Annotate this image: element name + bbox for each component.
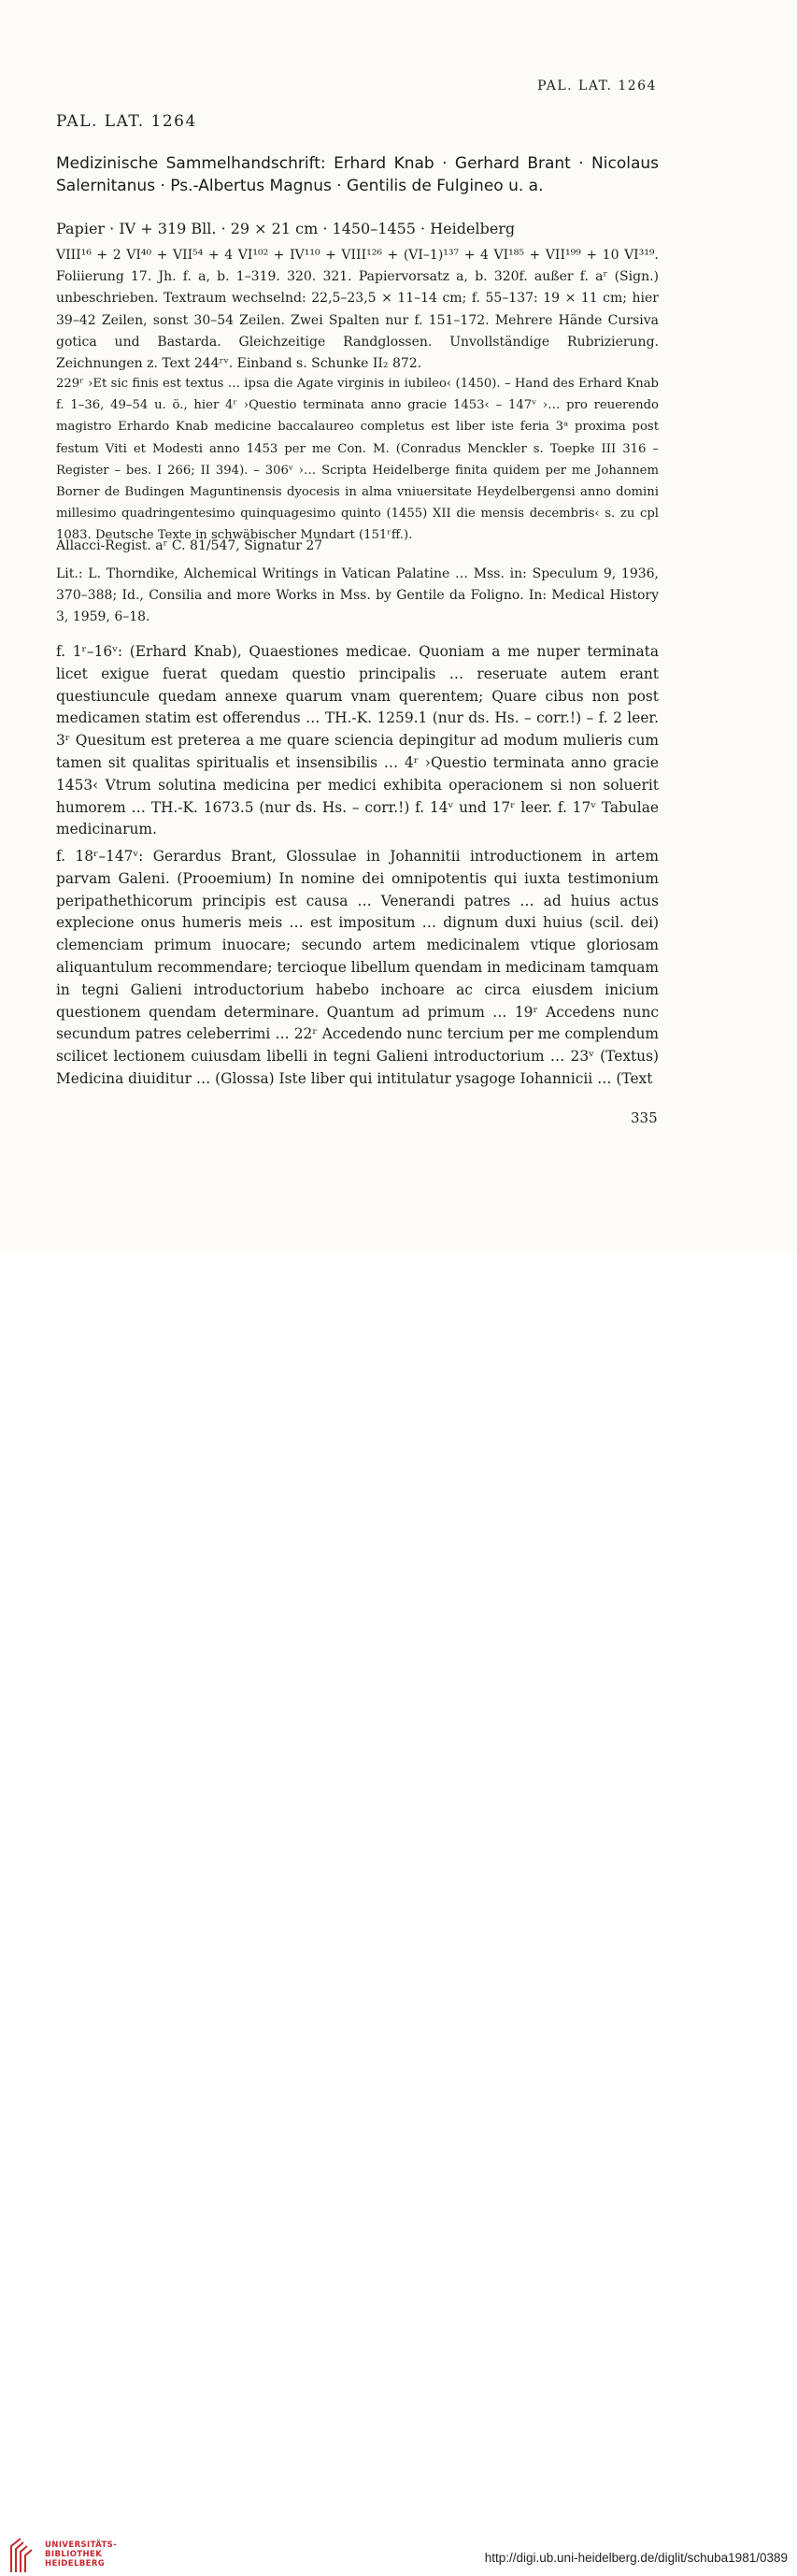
content-entry-1: f. 1ʳ–16ᵛ: (Erhard Knab), Quaestiones medicae. Quoniam a me nuper terminata licet exigue fuerat quedam questio principalis … reseruate autem erant questiuncule quedam annexe quarum vnam querentem; Quare cibus non post medicamen statim est offerendus … TH.-K. 1259.1 (nur ds. Hs. – corr.!) – f. 2 leer. 3ʳ Quesitum est preterea a me quare sciencia depingitur ad modum mulieris cum tamen sit qualitas spiritualis et insensibilis … 4ʳ ›Questio terminata anno gracie 1453‹ Vtrum solutina medicina per medici exhibita operacionem si non soluerit humorem … TH.-K. 1673.5 (nur ds. Hs. – corr.!) f. 14ᵛ und 17ʳ leer. f. 17ᵛ Tabulae medicinarum. <box>56 643 659 838</box>
allacci-register: Allacci-Regist. aʳ C. 81/547, Signatur 27 <box>56 538 323 553</box>
literature-paragraph: Lit.: L. Thorndike, Alchemical Writings in Vatican Palatine … Mss. in: Speculum 9, 1936, 370–388; Id., Consilia and more Works in Mss. by Gentile da Foligno. In: Medical History 3, 1959, 6–18. <box>56 566 659 624</box>
footer-bar <box>0 1252 797 2569</box>
source-url-link[interactable]: http://digi.ub.uni-heidelberg.de/diglit/schuba1981/0389 <box>484 2551 788 2565</box>
content-entry-2: f. 18ʳ–147ᵛ: Gerardus Brant, Glossulae in Johannitii introductionem in artem parvam Galeni. (Prooemium) In nomine dei omnipotentis qui iuxta testimonium peripathethicorum principis est causa … Venerandi patres … ad huius actus explecione onus humeris meis … est impositum … dignum duxi huius (scil. dei) clemenciam primum inuocare; secundo artem medicinalem vtique gloriosam aliquantulum recommendare; tercioque libellum quendam in medicinam tamquam in tegni Galieni introductorium habebo inchoare ac circa eiusdem inicium questionem quendam determinare. Quantum ad primum … 19ʳ Accedens nunc secundum patres celeberrimi … 22ʳ Accedendo nunc tercium per me complendum scilicet lectionem cuiusdam libelli in tegni Galieni introductorium … 23ᵛ (Textus) Medicina diuiditur … (Glossa) Iste liber qui intitulatur ysagoge Iohannicii … (Text <box>56 848 659 1087</box>
logo-line-3: HEIDELBERG <box>45 2559 106 2569</box>
physical-description: Papier · IV + 319 Bll. · 29 × 21 cm · 1450–1455 · Heidelberg <box>56 220 516 237</box>
library-logo-text <box>45 2540 117 2569</box>
library-logo-icon <box>7 2535 39 2576</box>
manuscript-title: Medizinische Sammelhandschrift: Erhard Knab · Gerhard Brant · Nicolaus Salernitanus · Ps.-Albertus Magnus · Gentilis de Fulgineo u. a. <box>56 154 659 195</box>
codicology-paragraph: VIII¹⁶ + 2 VI⁴⁰ + VII⁵⁴ + 4 VI¹⁰² + IV¹¹⁰ + VIII¹²⁶ + (VI–1)¹³⁷ + 4 VI¹⁸⁵ + VII¹⁹⁹ + 10 VI³¹⁹. Foliierung 17. Jh. f. a, b. 1–319. 320. 321. Papiervorsatz a, b. 320f. außer f. aʳ (Sign.) unbeschrieben. Textraum wechselnd: 22,5–23,5 × 11–14 cm; f. 55–137: 19 × 11 cm; hier 39–42 Zeilen, sonst 30–54 Zeilen. Zwei Spalten nur f. 151–172. Mehrere Hände Cursiva gotica und Bastarda. Gleichzeitige Randglossen. Unvollständige Rubrizierung. Zeichnungen z. Text 244ʳᵛ. Einband s. Schunke II₂ 872. <box>56 248 659 372</box>
page-number: 335 <box>631 1109 658 1126</box>
shelfmark-heading: PAL. LAT. 1264 <box>56 112 197 131</box>
logo-line-2: BIBLIOTHEK <box>45 2550 103 2559</box>
document-page <box>0 0 797 1252</box>
logo-line-1: UNIVERSITÄTS- <box>45 2540 118 2550</box>
running-head: PAL. LAT. 1264 <box>537 79 657 93</box>
scribe-notes-paragraph: 229ʳ ›Et sic finis est textus … ipsa die Agate virginis in iubileo‹ (1450). – Hand des Erhard Knab f. 1–36, 49–54 u. ö., hier 4ʳ ›Questio terminata anno gracie 1453‹ – 147ᵛ ›… pro reuerendo magistro Erhardo Knab medicine baccalaureo completus est liber iste feria 3ᵃ proxima post festum Viti et Modesti anno 1453 per me Con. M. (Conradus Menckler s. Toepke III 316 – Register – bes. I 266; II 394). – 306ᵛ ›… Scripta Heidelberge finita quidem per me Johannem Borner de Budingen Maguntinensis dyocesis in alma vniuersitate Heydelbergensi anno domini millesimo quadringentesimo quinquagesimo quinto (1455) XII die mensis decembris‹ s. zu cpl 1083. Deutsche Texte in schwäbischer Mundart (151ʳff.). <box>56 377 659 543</box>
